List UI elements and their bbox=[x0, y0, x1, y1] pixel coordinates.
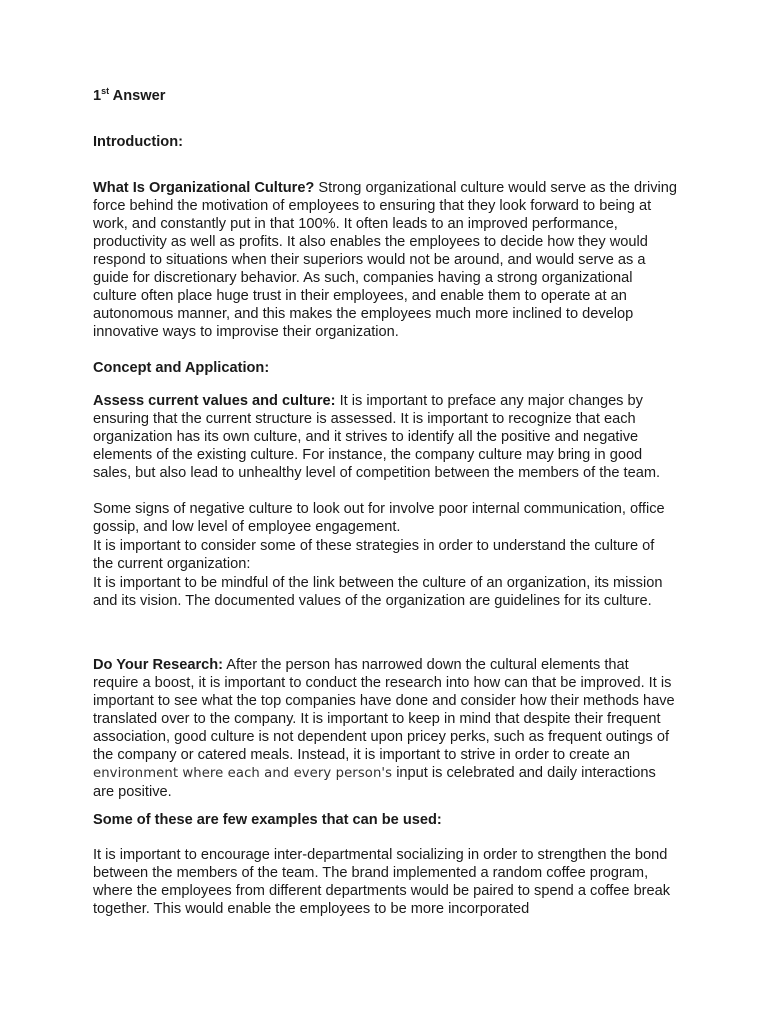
what-is-lead: What Is Organizational Culture? bbox=[93, 180, 315, 196]
negative-signs-paragraph: Some signs of negative culture to look out for involve poor internal communication, office gossip, and low level of employee engagement. bbox=[93, 501, 665, 535]
research-body: After the person has narrowed down the cultural elements that require a boost, it is important to conduct the research into how can that be improved. It is important to see what the top companies have done and consider how their methods have translated over to the company. It is important to keep in mind that despite their frequent association, good culture is not dependent upon pricey perks, such as frequent outings of the company or catered meals. Instead, it is important to strive in order to create an bbox=[93, 657, 675, 763]
assess-paragraph bbox=[93, 392, 678, 482]
socializing-paragraph: It is important to encourage inter-departmental socializing in order to strengthen the bond between the members of the team. The brand implemented a random coffee program, where the employees from different departments would be paired to spend a coffee break together. This would enable the employees to be more incorporated bbox=[93, 847, 671, 917]
assess-lead: Assess current values and culture: bbox=[93, 393, 336, 409]
answer-ordinal-suffix: st bbox=[101, 86, 110, 97]
introduction-heading: Introduction: bbox=[93, 134, 183, 150]
research-tail: input is celebrated and daily interactions are positive. bbox=[93, 765, 656, 800]
what-is-paragraph bbox=[93, 179, 678, 341]
research-lead: Do Your Research: bbox=[93, 657, 224, 673]
research-alt-font-run: environment where each and every person's bbox=[93, 766, 393, 781]
research-paragraph bbox=[93, 656, 678, 801]
assess-body: It is important to preface any major changes by ensuring that the current structure is assessed. It is important to recognize that each organization has its own culture, and it strives to identify all the positive and negative elements of the existing culture. For instance, the company culture may bring in good sales, but also lead to unhealthy level of competition between the members of the team. bbox=[93, 393, 661, 481]
answer-heading bbox=[93, 87, 678, 105]
concept-heading: Concept and Application: bbox=[93, 360, 270, 376]
answer-number: 1 bbox=[93, 88, 102, 104]
mission-paragraph: It is important to be mindful of the link between the culture of an organization, its mission and its vision. The documented values of the organization are guidelines for its culture. bbox=[93, 575, 663, 609]
examples-heading: Some of these are few examples that can be used: bbox=[93, 812, 442, 828]
strategies-paragraph: It is important to consider some of these strategies in order to understand the culture of the current organization: bbox=[93, 538, 655, 572]
what-is-body: Strong organizational culture would serve as the driving force behind the motivation of employees to ensuring that they look forward to being at work, and constantly put in that 100%. It often leads to an improved performance, productivity as well as profits. It also enables the employees to decide how they would respond to situations when their superiors would not be around, and would serve as a guide for discretionary behavior. As such, companies having a strong organizational culture often place huge trust in their employees, and enable them to operate at an autonomous manner, and this makes the employees much more inclined to develop innovative ways to improvise their organization. bbox=[93, 180, 677, 340]
answer-word: Answer bbox=[109, 88, 166, 104]
